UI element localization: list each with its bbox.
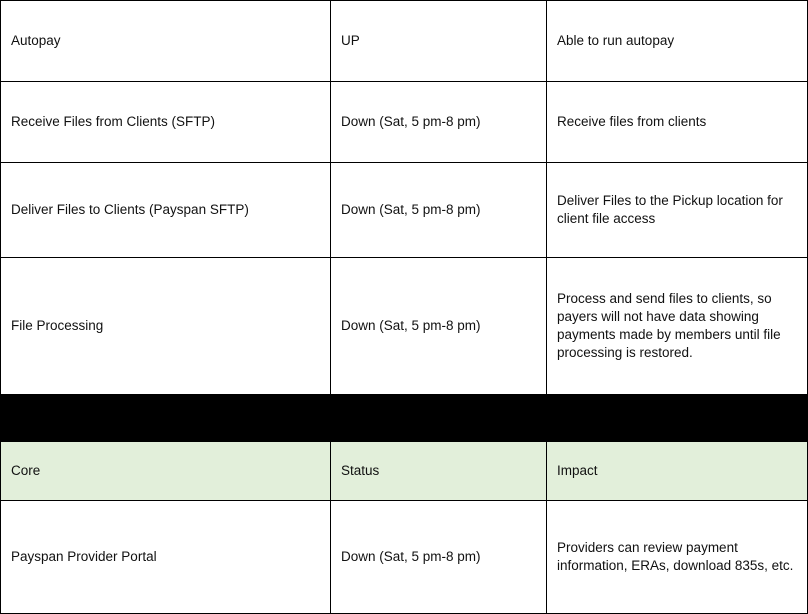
row-status: Down (Sat, 5 pm-8 pm) xyxy=(331,501,547,614)
column-header-status: Status xyxy=(331,442,547,501)
table-separator-row xyxy=(1,395,808,442)
row-impact: Deliver Files to the Pickup location for client file access xyxy=(547,163,808,258)
column-header-core: Core xyxy=(1,442,331,501)
row-impact: Providers can review payment information, ERAs, download 835s, etc. xyxy=(547,501,808,614)
table-row xyxy=(1,1,808,82)
row-core-name: File Processing xyxy=(1,258,331,395)
separator-cell xyxy=(331,395,547,442)
column-header-impact: Impact xyxy=(547,442,808,501)
separator-cell xyxy=(1,395,331,442)
row-impact: Process and send files to clients, so payers will not have data showing payments made by members until file processing is restored. xyxy=(547,258,808,395)
table-row xyxy=(1,258,808,395)
table-header-row xyxy=(1,442,808,501)
row-core-name: Deliver Files to Clients (Payspan SFTP) xyxy=(1,163,331,258)
row-impact: Receive files from clients xyxy=(547,82,808,163)
separator-cell xyxy=(547,395,808,442)
row-impact: Able to run autopay xyxy=(547,1,808,82)
table-row xyxy=(1,163,808,258)
row-core-name: Autopay xyxy=(1,1,331,82)
row-status: Down (Sat, 5 pm-8 pm) xyxy=(331,258,547,395)
row-status: UP xyxy=(331,1,547,82)
row-core-name: Payspan Provider Portal xyxy=(1,501,331,614)
table-row xyxy=(1,82,808,163)
table-row xyxy=(1,501,808,614)
row-core-name: Receive Files from Clients (SFTP) xyxy=(1,82,331,163)
row-status: Down (Sat, 5 pm-8 pm) xyxy=(331,82,547,163)
row-status: Down (Sat, 5 pm-8 pm) xyxy=(331,163,547,258)
